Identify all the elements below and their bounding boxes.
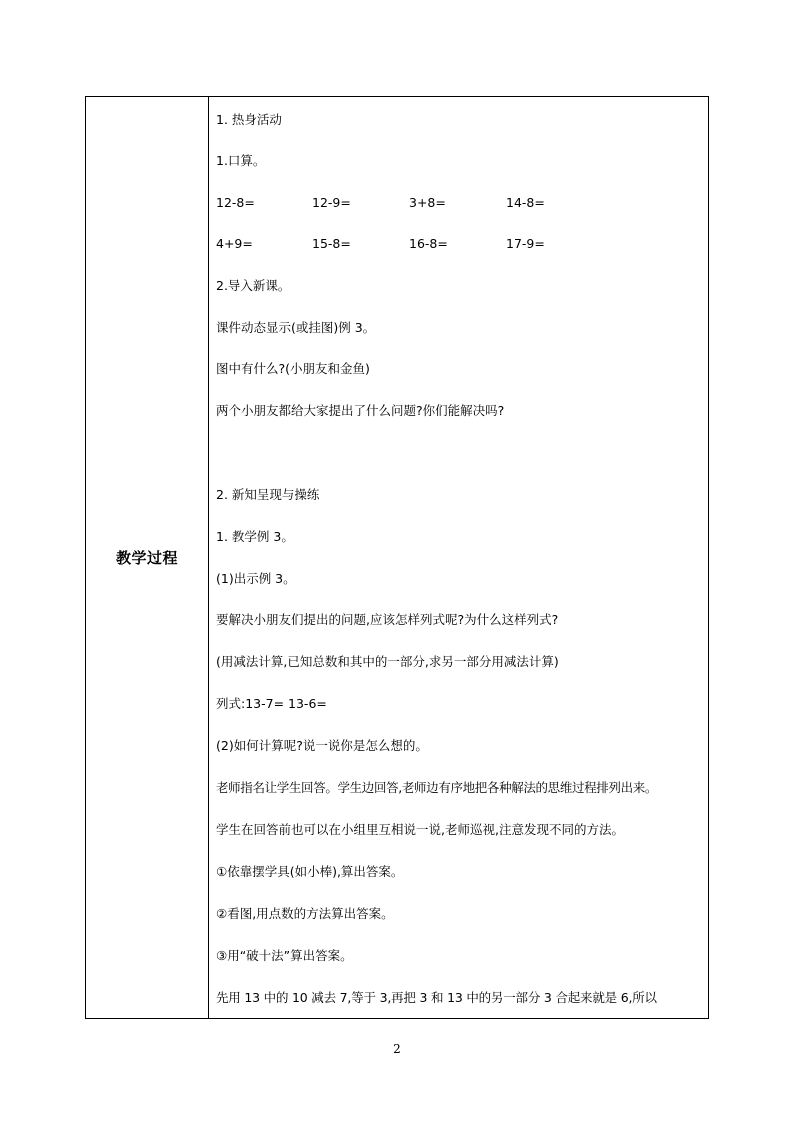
practice-line: 要解决小朋友们提出的问题,应该怎样列式呢?为什么这样列式? (216, 612, 559, 627)
column-divider (208, 97, 209, 1018)
warmup-heading: 1. 热身活动 (216, 112, 282, 127)
calc-item: 16-8= (409, 236, 448, 251)
intro-line: 图中有什么?(小朋友和金鱼) (216, 361, 370, 376)
calc-item: 15-8= (312, 236, 351, 251)
practice-line: (用减法计算,已知总数和其中的一部分,求另一部分用减法计算) (216, 654, 559, 669)
intro-line: 两个小朋友都给大家提出了什么问题?你们能解决吗? (216, 403, 505, 418)
section-label: 教学过程 (115, 549, 178, 567)
oral-calc-title: 1.口算。 (216, 153, 266, 168)
practice-heading: 2. 新知呈现与操练 (216, 487, 320, 502)
practice-line: ③用“破十法”算出答案。 (216, 948, 353, 963)
calc-item: 12-9= (312, 195, 351, 210)
practice-line: 列式:13-7= 13-6= (216, 696, 327, 711)
practice-line: 先用 13 中的 10 减去 7,等于 3,再把 3 和 13 中的另一部分 3 合起来就是 6,所以 (216, 990, 657, 1005)
calc-item: 4+9= (216, 236, 253, 251)
calc-item: 12-8= (216, 195, 255, 210)
intro-line: 课件动态显示(或挂图)例 3。 (216, 320, 376, 335)
practice-line: ②看图,用点数的方法算出答案。 (216, 906, 394, 921)
page-number: 2 (393, 1042, 401, 1056)
practice-line: 老师指名让学生回答。学生边回答,老师边有序地把各种解法的思维过程排列出来。 (216, 780, 658, 795)
intro-title: 2.导入新课。 (216, 278, 291, 293)
lesson-table (85, 96, 709, 1019)
calc-item: 3+8= (409, 195, 446, 210)
calc-item: 14-8= (506, 195, 545, 210)
practice-line: 1. 教学例 3。 (216, 529, 294, 544)
section-label-cell (86, 97, 208, 1018)
practice-line: 学生在回答前也可以在小组里互相说一说,老师巡视,注意发现不同的方法。 (216, 822, 624, 837)
practice-line: ①依靠摆学具(如小棒),算出答案。 (216, 864, 404, 879)
practice-line: (2)如何计算呢?说一说你是怎么想的。 (216, 738, 428, 753)
calc-item: 17-9= (506, 236, 545, 251)
practice-line: (1)出示例 3。 (216, 571, 296, 586)
